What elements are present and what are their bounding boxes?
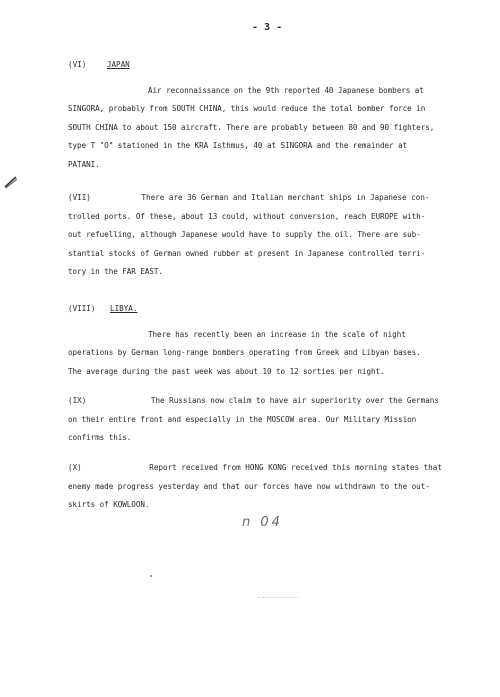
paper-speck xyxy=(150,575,152,577)
section-numeral: (VII) xyxy=(68,193,91,202)
text-line: operations by German long-range bombers operating from Greek and Libyan bases. xyxy=(68,348,421,357)
text-line: trolled ports. Of these, about 13 could, without conversion, reach EUROPE with- xyxy=(68,211,426,221)
section-lead-text: Report received from HONG KONG received this morning states that xyxy=(149,463,442,472)
margin-pencil-mark xyxy=(4,175,18,189)
text-line: enemy made progress yesterday and that our forces have now withdrawn to the out- xyxy=(68,481,430,491)
section-x xyxy=(68,459,478,515)
section-vi-japan xyxy=(68,56,478,174)
section-vii xyxy=(68,189,478,282)
text-line: Air reconnaissance on the 9th reported 40 Japanese bombers at xyxy=(148,85,424,95)
text-line: type T "O" stationed in the KRA Isthmus, 40 at SINGORA and the remainder at xyxy=(68,141,408,150)
section-numeral: (VIII) xyxy=(68,304,96,313)
text-line: on their entire front and especially in the MOSCOW area. Our Military Mission xyxy=(68,414,417,424)
section-lead-text: There are 36 German and Italian merchant ships in Japanese con- xyxy=(141,193,430,202)
text-line: out refuelling, although Japanese would have to supply the oil. There are sub- xyxy=(68,230,421,239)
section-lead-text: The Russians now claim to have air superiority over the Germans xyxy=(150,396,439,405)
section-title: JAPAN xyxy=(106,60,130,69)
text-line: PATANI. xyxy=(68,159,100,169)
text-line: SOUTH CHINA to about 150 aircraft. There are probably between 80 and 90 fighters, xyxy=(68,122,435,132)
text-line: stantial stocks of German owned rubber at present in Japanese controlled terri- xyxy=(68,248,426,258)
section-numeral: (X) xyxy=(68,463,82,472)
section-numeral: (IX) xyxy=(68,396,87,405)
section-viii-libya xyxy=(68,300,478,381)
text-line: tory in the FAR EAST. xyxy=(68,267,163,276)
page-number: - 3 - xyxy=(252,22,283,33)
text-line: skirts of KOWLOON. xyxy=(68,500,150,509)
faint-mark xyxy=(258,597,298,598)
section-title: LIBYA. xyxy=(110,304,138,313)
section-ix xyxy=(68,392,478,448)
handwritten-annotation: n 04 xyxy=(242,515,283,530)
section-numeral: (VI) xyxy=(68,60,87,69)
text-line: SINGORA, probably from SOUTH CHINA, this would reduce the total bomber force in xyxy=(68,104,426,113)
text-line: There has recently been an increase in the scale of night xyxy=(148,329,406,339)
text-line: The average during the past week was about 10 to 12 sorties per night. xyxy=(68,366,385,376)
text-line: confirms this. xyxy=(68,433,132,442)
